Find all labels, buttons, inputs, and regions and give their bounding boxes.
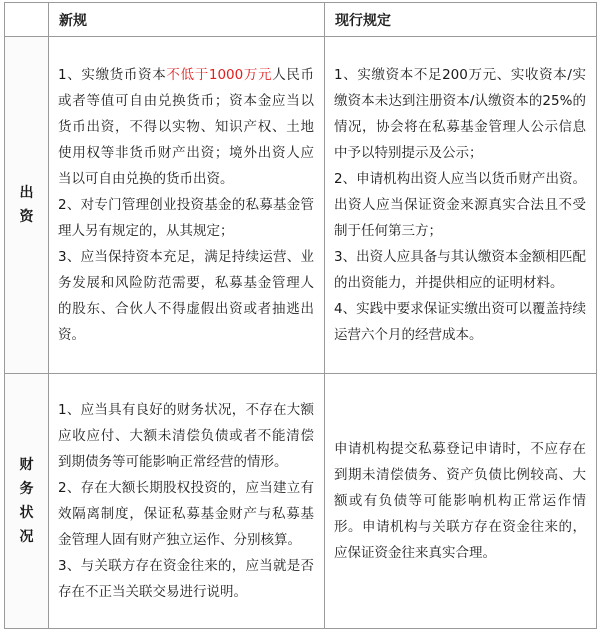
rule-paragraph: 2、申请机构出资人应当以货币财产出资。出资人应当保证资金来源真实合法且不受制于任何第三方； bbox=[334, 171, 586, 239]
rule-paragraph: 申请机构提交私募登记申请时，不应存在到期未清偿债务、资产负债比例较高、大额或有负债等可能影响机构正常运作情形。申请机构与关联方存在资金往来的，应保证资金往来真实合理。 bbox=[334, 441, 586, 561]
comparison-table bbox=[4, 2, 597, 629]
rule-paragraph: 1、实缴货币资本不低于1000万元人民币或者等值可自由兑换货币；资本金应当以货币出资，不得以实物、知识产权、土地使用权等非货币财产出资；境外出资人应当以可自由兑换的货币出资。 bbox=[58, 67, 315, 187]
category-char: 出 bbox=[19, 185, 34, 201]
category-char: 资 bbox=[19, 209, 34, 225]
new-rules-cell bbox=[49, 374, 325, 629]
table-row-capital-contribution bbox=[5, 37, 597, 374]
rule-paragraph: 3、应当保持资本充足，满足持续运营、业务发展和风险防范需要，私募基金管理人的股东、合伙人不得虚假出资或者抽逃出资。 bbox=[58, 249, 314, 343]
rule-paragraph: 2、对专门管理创业投资基金的私募基金管理人另有规定的，从其规定； bbox=[58, 197, 314, 239]
category-char: 况 bbox=[19, 529, 34, 545]
rule-paragraph: 3、与关联方存在资金往来的，应当就是否存在不正当关联交易进行说明。 bbox=[58, 558, 314, 600]
current-rules-cell bbox=[325, 37, 597, 374]
category-capital-contribution bbox=[5, 37, 49, 374]
category-financial-status bbox=[5, 374, 49, 629]
new-rules-cell bbox=[49, 37, 325, 374]
category-char: 状 bbox=[19, 505, 34, 521]
header-new-rules: 新规 bbox=[49, 3, 325, 37]
rule-paragraph: 1、应当具有良好的财务状况，不存在大额应收应付、大额未清偿负债或者不能清偿到期债务等可能影响正常经营的情形。 bbox=[58, 402, 314, 470]
table-header-row bbox=[5, 3, 597, 37]
table-row-financial-status bbox=[5, 374, 597, 629]
rule-paragraph: 3、出资人应具备与其认缴资本金额相匹配的出资能力，并提供相应的证明材料。 bbox=[334, 249, 586, 291]
rule-paragraph: 4、实践中要求保证实缴出资可以覆盖持续运营六个月的经营成本。 bbox=[334, 301, 586, 343]
category-char: 财 bbox=[19, 457, 34, 473]
header-corner-cell bbox=[5, 3, 49, 37]
highlighted-minimum-capital: 不低于1000万元 bbox=[166, 67, 273, 83]
rule-paragraph: 2、存在大额长期股权投资的，应当建立有效隔离制度，保证私募基金财产与私募基金管理人固有财产独立运作、分别核算。 bbox=[58, 480, 314, 548]
current-rules-cell bbox=[325, 374, 597, 629]
category-char: 务 bbox=[19, 481, 34, 497]
header-current-rules: 现行规定 bbox=[325, 3, 597, 37]
rule-paragraph: 1、实缴资本不足200万元、实收资本/实缴资本未达到注册资本/认缴资本的25%的情况，协会将在私募基金管理人公示信息中予以特别提示及公示； bbox=[334, 67, 586, 161]
